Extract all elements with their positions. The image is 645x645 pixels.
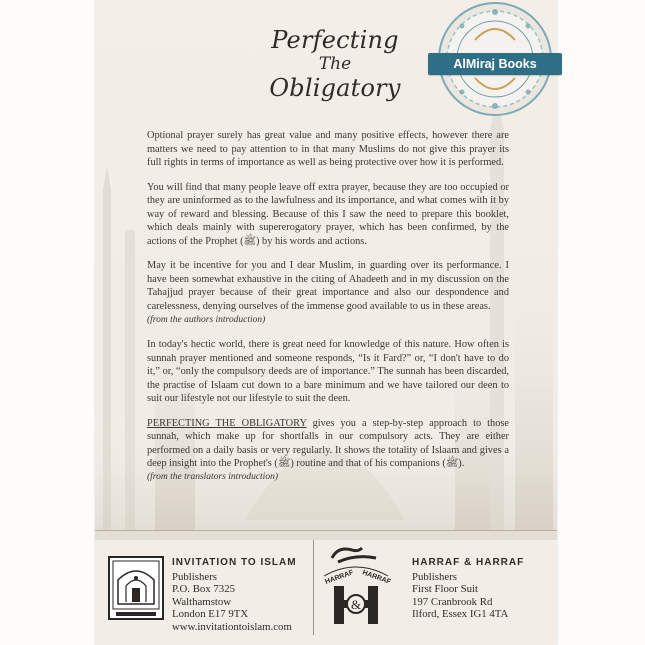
- publisher-1-name: INVITATION TO ISLAM: [172, 557, 297, 568]
- publisher-2-name: HARRAF & HARRAF: [412, 557, 525, 568]
- book-title: [255, 25, 415, 103]
- footer-divider: [95, 530, 557, 531]
- citation-authors-introduction: (from the authors introduction): [147, 314, 266, 325]
- publisher-1-line: Walthamstow: [172, 595, 232, 608]
- almiraj-books-label: AlMiraj Books: [428, 53, 562, 75]
- publisher-2-line: Ilford, Essex IG1 4TA: [412, 608, 509, 620]
- publisher-1-address: [172, 557, 297, 633]
- svg-text:HARRAF: HARRAF: [361, 569, 392, 586]
- publisher-1-line: Publishers: [172, 570, 217, 583]
- paragraph-3: May it be incentive for you and I dear Muslim, in guarding over its performance. I have been somewhat exhaustive in the citing of Ahadeeth and in my discussion on the Tahajjud prayer because of their great importance and also our despondence and carelessness, denying ourselves of the immense good available to us in these areas.: [147, 260, 509, 313]
- svg-text:&: &: [351, 597, 362, 612]
- publisher-1-website: www.invitationtoislam.com: [172, 620, 292, 633]
- paragraph-2: You will find that many people leave off extra prayer, because they are too occupied or they are uninformed as to the lawfulness and its importance, and what comes with it by way of reward and blessing. Because of this I saw the need to prepare this booklet, which deals mainly with supererogatory prayer, which has been confirmed, by the actions of the Prophet (ﷺ) by his words and actions.: [147, 181, 509, 247]
- paragraph-5: [147, 417, 509, 471]
- title-line-1: Perfecting: [271, 26, 399, 54]
- paragraph-5-title: PERFECTING THE OBLIGATORY: [147, 417, 307, 429]
- blurb-text: [147, 129, 509, 496]
- paragraph-4: In today's hectic world, there is great need for knowledge of this nature. How often is sunnah prayer mentioned and someone responds, “Is it Fard?” or, “I don't have to do it,” or, “only the compulsory deeds are of importance.” The sunnah has been discarded, the practise of Islaam cut down to a bare minimum and we have tailored our deen to suit our lifestyle not our lifestyle to suit the deen.: [147, 339, 509, 405]
- paragraph-1: Optional prayer surely has great value and many positive effects, however there are matters we need to pay attention to in that many Muslims do not give this prayer its full rights in terms of importance as well as being protective over how it is performed.: [147, 130, 509, 169]
- paragraph-5-text: gives you a step-by-step approach to those sunnah, which make up for shortfalls in our compulsory acts. They are either performed on a daily basis or very regularly. It shows the totality of Islaam and gives a deep insight into the Prophet's (ﷺ) routine and that of his companions (ﷺ).: [147, 417, 509, 470]
- title-line-3: Obligatory: [269, 74, 401, 102]
- harraf-and-harraf-logo: [318, 544, 394, 630]
- publisher-1-line: London E17 9TX: [172, 608, 249, 620]
- invitation-to-islam-logo: [108, 556, 164, 620]
- publisher-1-line: P.O. Box 7325: [172, 583, 235, 595]
- publisher-2-line: First Floor Suit: [412, 583, 478, 595]
- citation-translators-introduction: (from the translators introduction): [147, 472, 278, 483]
- publisher-2-line: 197 Cranbrook Rd: [412, 595, 493, 608]
- publisher-divider: [313, 540, 314, 635]
- svg-text:HARRAF: HARRAF: [324, 569, 355, 586]
- publisher-2-address: [412, 557, 524, 621]
- title-line-2: The: [318, 54, 352, 74]
- publisher-2-line: Publishers: [412, 570, 457, 583]
